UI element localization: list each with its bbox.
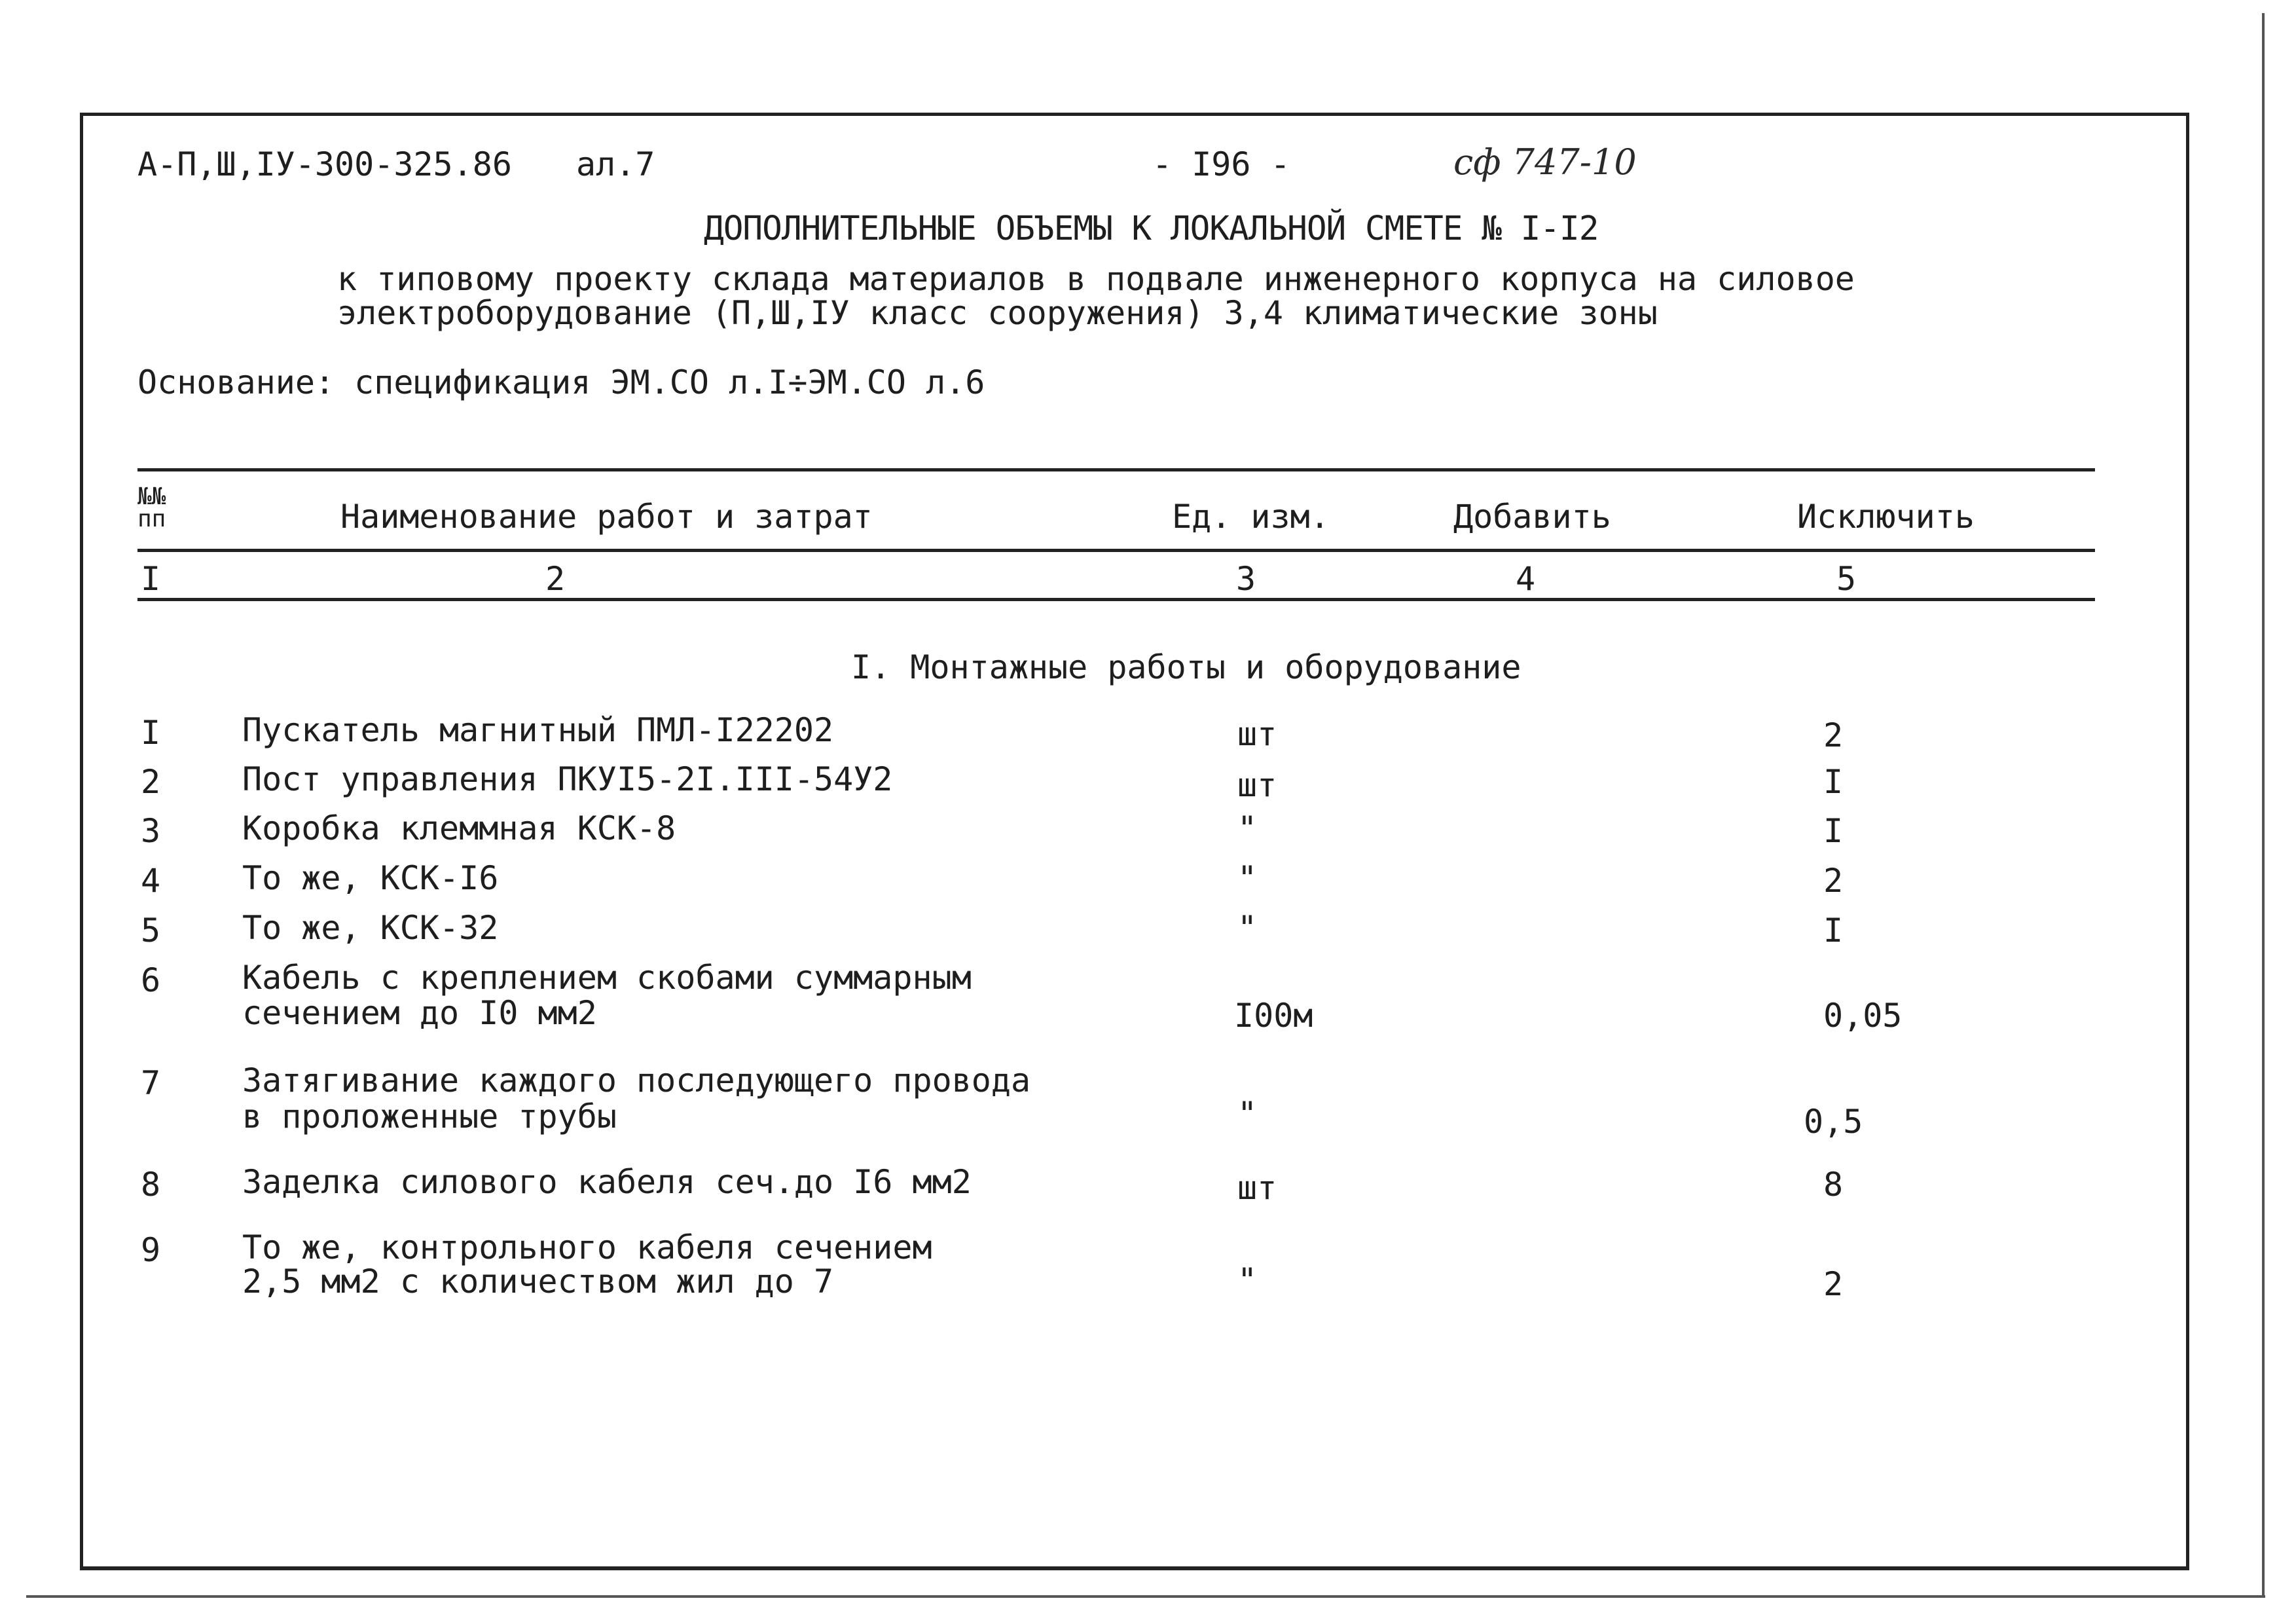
row-name: Пост управления ПКУI5-2I.III-54У2 — [242, 760, 893, 798]
subtitle-line-1: к типовому проекту склада материалов в подвале инженерного корпуса на силовое — [337, 260, 1855, 298]
column-number-2: 2 — [545, 560, 566, 598]
row-number: 7 — [141, 1064, 161, 1102]
row-exclude-value: I — [1823, 812, 1844, 850]
row-number: I — [141, 714, 161, 752]
row-exclude-value: I — [1823, 912, 1844, 950]
page-number: - I96 - — [1152, 145, 1290, 183]
row-unit: " — [1237, 809, 1258, 847]
document-title: ДОПОЛНИТЕЛЬНЫЕ ОБЪЕМЫ К ЛОКАЛЬНОЙ СМЕТЕ № I-I2 — [704, 210, 1599, 248]
row-exclude-value: 8 — [1823, 1166, 1844, 1204]
row-exclude-value: 0,5 — [1804, 1103, 1863, 1141]
scan-edge-right — [2262, 13, 2265, 1598]
table-top-rule — [137, 468, 2095, 471]
table-header-rule — [137, 549, 2095, 552]
column-header-name: Наименование работ и затрат — [340, 498, 873, 536]
section-title: I. Монтажные работы и оборудование — [851, 648, 1522, 686]
row-unit: шт — [1237, 715, 1277, 753]
row-unit: " — [1237, 909, 1258, 947]
subtitle-line-2: электроборудование (П,Ш,IУ класс сооружения) 3,4 климатические зоны — [337, 294, 1658, 332]
column-header-unit: Ед. изм. — [1172, 498, 1330, 536]
column-header-num — [137, 483, 166, 532]
row-exclude-value: 2 — [1823, 1265, 1844, 1303]
row-name-line-2: 2,5 мм2 с количеством жил до 7 — [242, 1263, 834, 1301]
row-name: Заделка силового кабеля сеч.до I6 мм2 — [242, 1163, 972, 1201]
scan-edge-bottom — [26, 1595, 2265, 1598]
row-exclude-value: I — [1823, 763, 1844, 801]
row-unit: " — [1237, 1095, 1258, 1133]
row-exclude-value: 0,05 — [1823, 997, 1903, 1035]
row-number: 5 — [141, 912, 161, 950]
row-number: 2 — [141, 763, 161, 801]
row-name: То же, КСК-32 — [242, 909, 499, 947]
column-number-3: 3 — [1236, 560, 1256, 598]
basis-line: Основание: спецификация ЭМ.СО л.I÷ЭМ.СО л.6 — [137, 363, 985, 401]
row-name-line-1: То же, контрольного кабеля сечением — [242, 1228, 932, 1266]
row-name-line-1: Затягивание каждого последующего провода — [242, 1061, 1031, 1099]
row-unit: шт — [1237, 766, 1277, 804]
row-name-line-2: сечением до I0 мм2 — [242, 994, 597, 1032]
row-unit: " — [1237, 1261, 1258, 1299]
column-header-add: Добавить — [1453, 498, 1611, 536]
row-name: Пускатель магнитный ПМЛ-I22202 — [242, 711, 834, 749]
row-unit: I00м — [1234, 997, 1313, 1035]
column-number-5: 5 — [1836, 560, 1857, 598]
row-name-line-2: в проложенные трубы — [242, 1098, 617, 1135]
sheet-number: ал.7 — [576, 145, 655, 183]
column-header-exclude: Исключить — [1797, 498, 1975, 536]
row-exclude-value: 2 — [1823, 862, 1844, 900]
row-name-line-1: Кабель с креплением скобами суммарным — [242, 959, 972, 997]
column-number-4: 4 — [1516, 560, 1536, 598]
row-unit: " — [1237, 859, 1258, 897]
row-number: 6 — [141, 961, 161, 999]
row-number: 3 — [141, 812, 161, 850]
row-name: Коробка клеммная КСК-8 — [242, 809, 676, 847]
table-numbers-rule — [137, 598, 2095, 601]
row-unit: шт — [1237, 1169, 1277, 1207]
column-header-num-line-1: №№ — [137, 483, 166, 510]
row-exclude-value: 2 — [1823, 716, 1844, 754]
row-number: 8 — [141, 1166, 161, 1204]
column-number-1: I — [141, 560, 161, 598]
row-number: 4 — [141, 862, 161, 900]
handwritten-note: сф 747-10 — [1453, 141, 1637, 183]
column-header-num-line-2: пп — [137, 506, 166, 532]
row-name: То же, КСК-I6 — [242, 859, 499, 897]
row-number: 9 — [141, 1231, 161, 1269]
document-code: А-П,Ш,IУ-300-325.86 — [137, 145, 512, 183]
